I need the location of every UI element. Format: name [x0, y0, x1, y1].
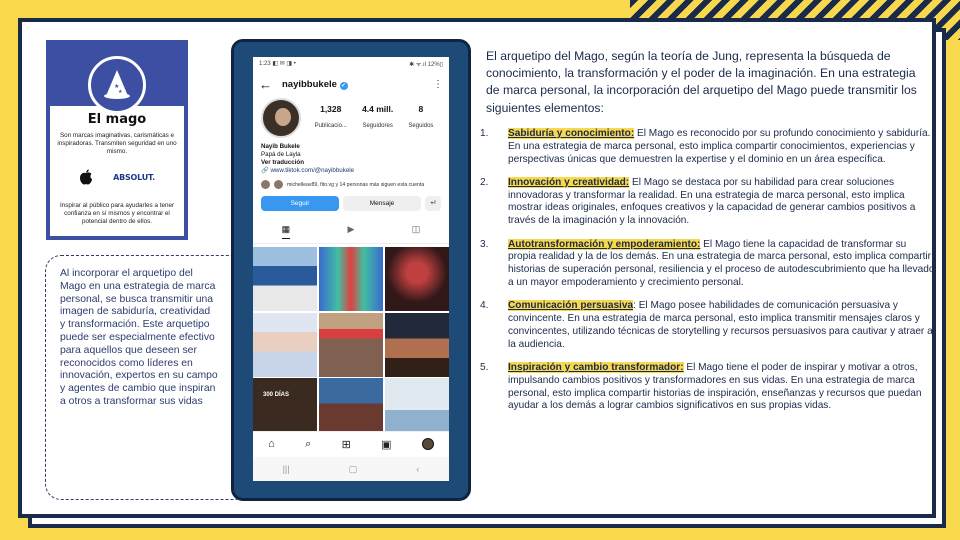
- stat-followers[interactable]: 4.4 mill. Seguidores: [362, 104, 394, 129]
- list-item: 2. Innovación y creatividad: El Mago se destaca por su habilidad para crear soluciones innovadoras y transformar la realidad. En una estrategia de marca personal, esto implica mostrar ideas originales, enfoques creativos y la capacidad de generar cambios positivos a través de la imaginación y la innovación.: [480, 176, 916, 227]
- card-footer: Inspirar al público para ayudarles a tener confianza en sí mismos y encontrar el potencial dentro de ellos.: [59, 202, 175, 225]
- item-title: Comunicación persuasiva: [508, 300, 634, 312]
- home-button-icon[interactable]: ▢: [348, 463, 358, 474]
- post-thumbnail[interactable]: 300 DÍAS: [253, 378, 317, 442]
- avatar[interactable]: [261, 98, 301, 138]
- item-title: Autotransformación y empoderamiento:: [508, 238, 701, 250]
- status-bar: 1:23 ◧ ✉ ◨ • ✱ ᯤ.ıl 12%▯: [259, 61, 443, 68]
- tagged-tab-icon[interactable]: ◫: [411, 224, 421, 234]
- svg-text:★: ★: [118, 89, 123, 95]
- verified-icon: ✓: [341, 83, 347, 89]
- list-item: 4. Comunicación persuasiva: El Mago posee habilidades de comunicación persuasiva y convincente. En una estrategia de marca personal, esto implica transmitir mensajes claros y convincentes, utilizando técnicas de storytelling y recursos persuasivos para cautivar y atraer a la audiencia.: [480, 300, 933, 350]
- instagram-screen: [253, 57, 449, 481]
- follower-avatar: [261, 180, 270, 189]
- system-back-icon[interactable]: ‹: [416, 464, 420, 474]
- profile-bio: Nayib Bukele Papá de Layla Ver traducción 🔗 www.tiktok.com/@nayibbukele: [253, 140, 449, 178]
- post-thumbnail[interactable]: [319, 247, 383, 311]
- note-text: Al incorporar el arquetipo del Mago en una estrategia de marca personal, se busca transmitir una imagen de sabiduría, creatividad y transformación. Este arquetipo puede ser especialmente efectivo para aquellos que deseen ser reconocidos como líderes en innovación, expertos en su campo y agentes de cambio que inspiran a otros a transformar sus vidas: [60, 268, 218, 407]
- translate-link[interactable]: Ver traducción: [261, 159, 304, 166]
- post-thumbnail[interactable]: [385, 313, 449, 377]
- profile-username: nayibbukele: [282, 79, 337, 90]
- bio-link[interactable]: 🔗 www.tiktok.com/@nayibbukele: [261, 167, 355, 174]
- home-icon[interactable]: ⌂: [268, 438, 275, 450]
- grid-tab-icon[interactable]: ▦: [282, 224, 291, 239]
- list-item: 5. Inspiración y cambio transformador: El Mago tiene el poder de inspirar y motivar a otros, impulsando cambios positivos y transformadores en sus vidas. En una estrategia de marca personal, esto implica compartir historias de inspiración, enseñanzas y recursos que puedan ayudar a los demás a lograr cambios significativos en sus propias vidas.: [480, 361, 922, 412]
- intro-paragraph: El arquetipo del Mago, según la teoría de Jung, representa la búsqueda de conocimiento, la transformación y el poder de la imaginación. En una estrategia de marca personal, la incorporación del arquetipo del Mago puede transmitir los siguientes elementos:: [486, 49, 917, 115]
- wizard-hat-icon: [88, 56, 146, 114]
- archetype-card: [46, 40, 188, 240]
- card-title: El mago: [87, 112, 147, 127]
- follower-avatar: [274, 180, 283, 189]
- list-item: 3. Autotransformación y empoderamiento: El Mago tiene la capacidad de transformar su propia realidad y la de los demás. En una estrategia de marca personal, esto implica compartir historias de superación personal, resiliencia y el proceso de autodescubrimiento que ha llevado a un mayor empoderamiento y crecimiento personal.: [480, 238, 935, 288]
- svg-text:★: ★: [114, 84, 120, 90]
- post-thumbnail[interactable]: [253, 247, 317, 311]
- followed-by[interactable]: michelleav89, fito.vg y 14 personas más siguen esta cuenta: [253, 178, 449, 191]
- elements-list: [480, 128, 936, 424]
- search-icon[interactable]: ⌕: [305, 438, 312, 450]
- more-options-icon[interactable]: ⋮: [433, 79, 443, 90]
- list-item: 1. Sabiduría y conocimiento: El Mago es reconocido por su profundo conocimiento y sabiduría. En una estrategia de marca personal, esto implica compartir conocimientos, experiencias y perspectivas únicas que demuestren la expertise y el dominio en un área específica.: [480, 128, 931, 165]
- item-title: Inspiración y cambio transformador:: [508, 361, 684, 373]
- card-description: Son marcas imaginativas, carismáticas e inspiradoras. Transmiten seguridad en uno mismo.: [57, 132, 177, 155]
- posts-grid: [253, 247, 449, 442]
- reels-icon[interactable]: ▣: [381, 439, 392, 451]
- follow-button[interactable]: Seguir: [261, 196, 339, 211]
- system-nav-bar: [253, 457, 449, 481]
- stat-posts[interactable]: 1,328 Publicacio...: [314, 104, 347, 129]
- absolut-logo: ABSOLUT.: [113, 172, 155, 182]
- item-title: Innovación y creatividad:: [508, 176, 630, 188]
- post-thumbnail[interactable]: [253, 313, 317, 377]
- apple-logo-icon: [79, 169, 93, 185]
- stat-following[interactable]: 8 Seguidos: [408, 104, 434, 129]
- back-arrow-icon[interactable]: ←: [259, 77, 272, 92]
- add-user-button[interactable]: +²: [425, 196, 441, 211]
- profile-icon[interactable]: [422, 438, 434, 450]
- message-button[interactable]: Mensaje: [343, 196, 421, 211]
- reels-tab-icon[interactable]: ▶: [347, 224, 355, 234]
- instagram-nav-bar: [253, 431, 449, 457]
- item-title: Sabiduría y conocimiento:: [508, 128, 635, 139]
- post-thumbnail[interactable]: [385, 247, 449, 311]
- post-thumbnail[interactable]: [319, 313, 383, 377]
- create-post-icon[interactable]: ⊞: [341, 439, 351, 451]
- recent-apps-icon[interactable]: |||: [282, 464, 290, 474]
